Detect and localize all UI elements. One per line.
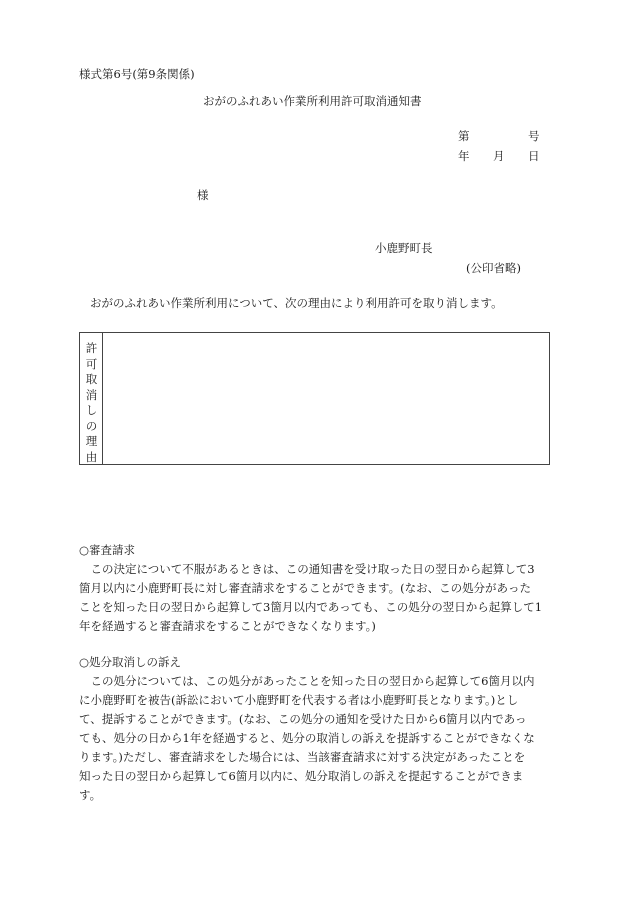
reason-label-char: 許 [85,341,98,355]
reason-label-char: 取 [85,372,98,386]
appeal-section [79,541,553,636]
lawsuit-text-line: に小鹿野町を被告(訴訟において小鹿野町を代表する者は小鹿野町長となります。)とし [79,693,519,707]
document-number-suffix: 号 [528,129,540,143]
reason-label-cell [80,333,103,464]
lead-sentence: おがのふれあい作業所利用について、次の理由により利用許可を取り消します。 [90,296,503,310]
reason-label-char: 理 [85,434,98,448]
seal-omitted-note: (公印省略) [466,261,521,275]
appeal-text-line: この決定について不服があるときは、この通知書を受け取った日の翌日から起算して3 [79,562,535,576]
date-year-label: 年 [458,149,470,163]
reason-label-char: 消 [85,387,98,402]
date-day-label: 日 [528,149,540,163]
lawsuit-text-line: ても、処分の日から1年を経過すると、処分の取消しの訴えを提訴することができなくな [79,731,535,745]
appeal-text-line: 箇月以内に小鹿野町長に対し審査請求をすることができます。(なお、この処分があった [79,581,531,595]
lawsuit-text-line: す。 [79,788,102,802]
form-number: 様式第6号(第9条関係) [79,67,195,81]
reason-label-char: の [85,418,98,433]
document-number-prefix: 第 [458,129,470,143]
lawsuit-text-line: て、提訴することができます。(なお、この処分の通知を受けた日から6箇月以内であっ [79,712,527,726]
lawsuit-heading: ○処分取消しの訴え [79,655,182,669]
appeal-text-line: 年を経過すると審査請求をすることができなくなります。) [79,619,376,633]
appeal-heading: ○審査請求 [79,543,136,557]
appeal-text-line: ことを知った日の翌日から起算して3箇月以内であっても、この処分の翌日から起算して1 [79,600,543,614]
issuer-title: 小鹿野町長 [375,241,433,255]
reason-label-char: 可 [85,356,98,371]
revocation-reason-box [79,332,550,465]
reason-content-area [103,333,549,464]
recipient-honorific: 様 [197,188,209,202]
lawsuit-text-line: ります。)ただし、審査請求をした場合には、当該審査請求に対する決定があったことを [79,750,526,764]
lawsuit-text-line: 知った日の翌日から起算して6箇月以内に、処分取消しの訴えを提起することができま [79,769,524,783]
reason-label-char: し [85,403,98,417]
reason-label [80,341,103,465]
reason-label-char: 由 [85,449,98,464]
revocation-lawsuit-section [79,653,553,805]
date-month-label: 月 [493,149,505,163]
lawsuit-text-line: この処分については、この処分があったことを知った日の翌日から起算して6箇月以内 [79,674,535,688]
document-title: おがのふれあい作業所利用許可取消通知書 [203,94,422,108]
